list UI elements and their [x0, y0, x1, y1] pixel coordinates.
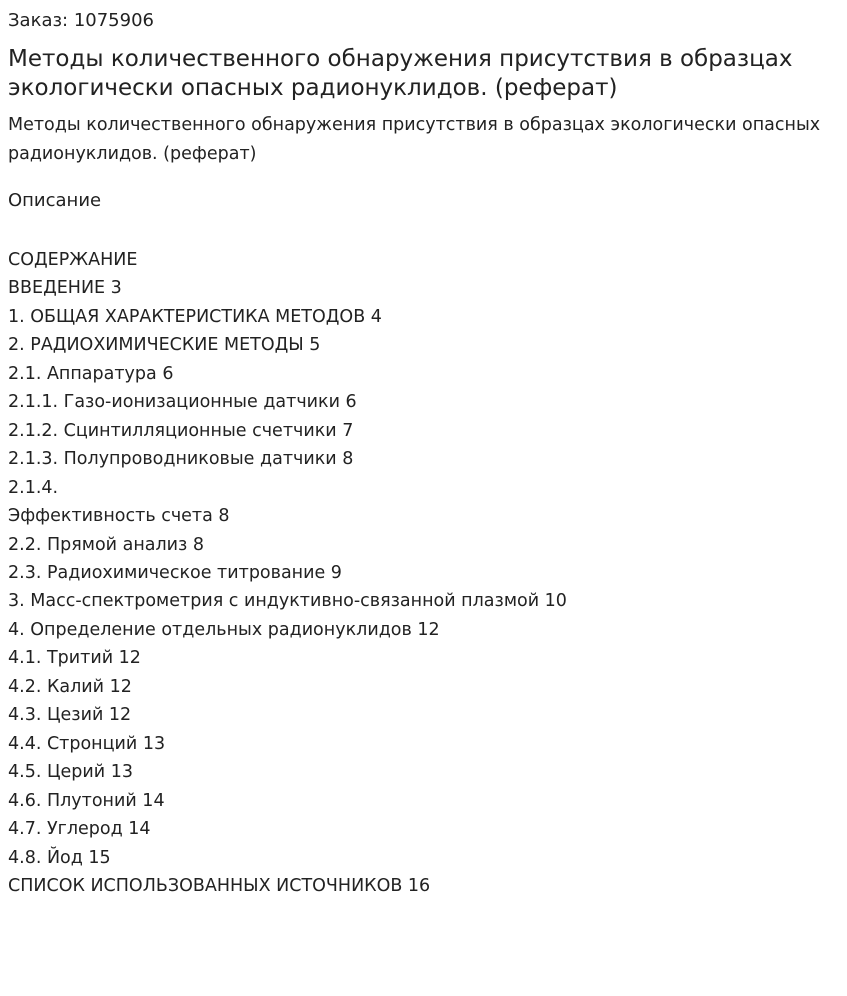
toc-entry: 1. ОБЩАЯ ХАРАКТЕРИСТИКА МЕТОДОВ 4: [8, 306, 382, 327]
toc-entry: 4.1. Тритий 12: [8, 648, 141, 669]
document-title: Методы количественного обнаружения присутствия в образцах экологически опасных радионуклидов. (реферат): [8, 46, 793, 101]
order-number: Заказ: 1075906: [8, 10, 154, 31]
toc-entry: 2.3. Радиохимическое титрование 9: [8, 562, 342, 583]
toc-entry: 2.1.2. Сцинтилляционные счетчики 7: [8, 420, 354, 441]
toc-entry: 2.1.3. Полупроводниковые датчики 8: [8, 449, 354, 470]
toc-entry: 4.6. Плутоний 14: [8, 790, 165, 811]
toc-entry: 2.2. Прямой анализ 8: [8, 534, 205, 555]
toc-entry: ВВЕДЕНИЕ 3: [8, 278, 122, 299]
table-of-contents: [8, 246, 839, 900]
toc-heading: СОДЕРЖАНИЕ: [8, 250, 138, 270]
toc-entry: 2. РАДИОХИМИЧЕСКИЕ МЕТОДЫ 5: [8, 335, 321, 356]
toc-entry: 4.3. Цезий 12: [8, 705, 132, 726]
toc-entry: 4.7. Углерод 14: [8, 819, 151, 840]
toc-entry: СПИСОК ИСПОЛЬЗОВАННЫХ ИСТОЧНИКОВ 16: [8, 875, 431, 896]
toc-entry: 4.2. Калий 12: [8, 676, 132, 697]
description-heading: Описание: [8, 190, 102, 211]
document-subtitle: Методы количественного обнаружения присутствия в образцах экологически опасных радионуклидов. (реферат): [8, 115, 821, 164]
toc-entry: 4.8. Йод 15: [8, 847, 111, 868]
toc-entry: 2.1.1. Газо-ионизационные датчики 6: [8, 392, 357, 413]
toc-entry: 4.4. Стронций 13: [8, 733, 166, 754]
toc-entry: 3. Масс-спектрометрия с индуктивно-связанной плазмой 10: [8, 591, 567, 612]
toc-entry: 4.5. Церий 13: [8, 762, 133, 783]
toc-entry: 4. Определение отдельных радионуклидов 12: [8, 619, 440, 640]
toc-entry: 2.1. Аппаратура 6: [8, 363, 174, 384]
toc-entry: 2.1.4.: [8, 477, 59, 498]
toc-entry: Эффективность счета 8: [8, 506, 230, 527]
